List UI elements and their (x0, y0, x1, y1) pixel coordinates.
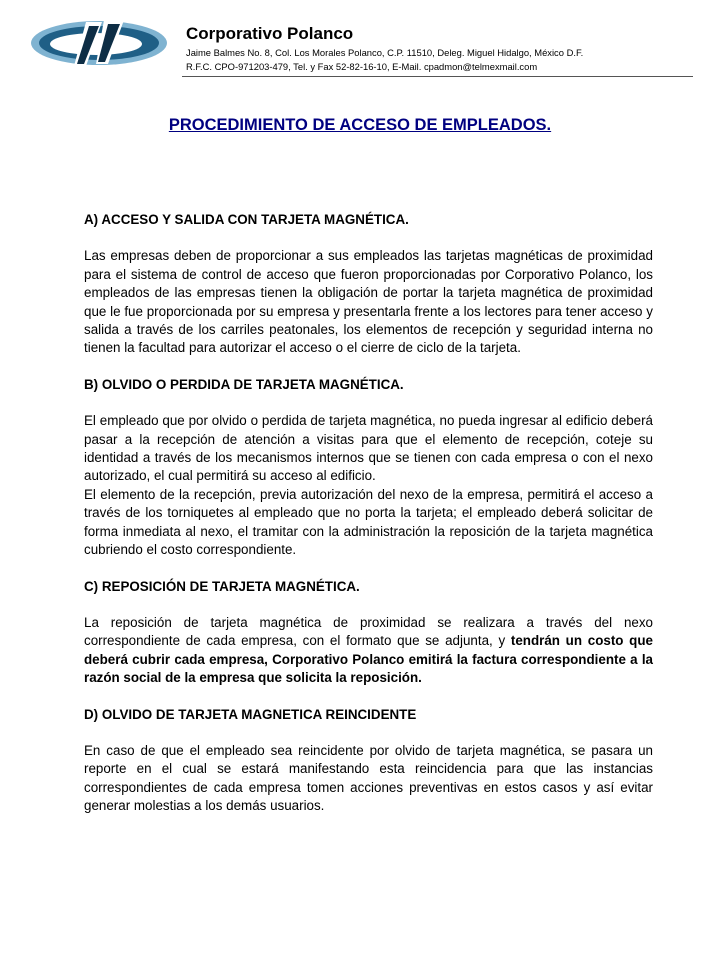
company-name: Corporativo Polanco (186, 24, 354, 43)
section-a-paragraph: Las empresas deben de proporcionar a sus empleados las tarjetas magnéticas de proximidad para el sistema de control de acceso que fueron proporcionadas por Corporativo Polanco, los empleados de las empresas tienen la obligación de portar la tarjeta magnética de proximidad que le fue proporcionada por su empresa y presentarla frente a los lectores para tener acceso y salida a través de los carriles peatonales, los elementos de recepción y seguridad interna no tienen la facultad para autorizar el acceso o el cierre de ciclo de la tarjeta. (84, 248, 653, 356)
section-b-heading: B) OLVIDO O PERDIDA DE TARJETA MAGNÉTICA. (84, 376, 404, 392)
section-b-paragraph: El elemento de la recepción, previa autorización del nexo de la empresa, permitirá el acceso a través de los torniquetes al empleado que no porta la tarjeta; el empleado deberá solicitar de forma inmediata al nexo, el tramitar con la administración la reposición de la tarjeta magnética cubriendo el costo correspondiente. (84, 486, 653, 558)
section-b-paragraph: El empleado que por olvido o perdida de tarjeta magnética, no pueda ingresar al edificio deberá pasar a la recepción de atención a visitas para que el elemento de recepción, coteje su identidad a través de los mecanismos internos que se tienen con cada empresa o con el nexo autorizado, el cual permitirá su acceso al edificio. (84, 413, 653, 484)
section-d-heading: D) OLVIDO DE TARJETA MAGNETICA REINCIDENTE (84, 706, 417, 722)
company-logo (28, 14, 170, 72)
company-contact: R.F.C. CPO-971203-479, Tel. y Fax 52-82-16-10, E-Mail. cpadmon@telmexmail.com (186, 61, 538, 72)
document-body (84, 211, 653, 834)
section-c-paragraph (84, 614, 653, 688)
document-title: PROCEDIMIENTO DE ACCESO DE EMPLEADOS. (168, 116, 552, 134)
company-address: Jaime Balmes No. 8, Col. Los Morales Polanco, C.P. 11510, Deleg. Miguel Hidalgo, México D.F. (186, 47, 584, 58)
section-a-heading: A) ACCESO Y SALIDA CON TARJETA MAGNÉTICA. (84, 212, 409, 227)
section-c-text: La reposición de tarjeta magnética de proximidad se realizara a través del nexo correspondiente de cada empresa, con el formato que se adjunta, y (84, 614, 653, 649)
letterhead-divider (182, 76, 693, 77)
section-c-heading: C) REPOSICIÓN DE TARJETA MAGNÉTICA. (84, 578, 360, 594)
section-d-paragraph: En caso de que el empleado sea reincidente por olvido de tarjeta magnética, se pasara un reporte en el cual se estará manifestando esta reincidencia para que las instancias correspondientes de cada empresa tomen acciones preventivas en estos casos y así evitar generar molestias a los demás usuarios. (84, 742, 653, 814)
section-c-bold-text: tendrán un costo que deberá cubrir cada empresa, Corporativo Polanco emitirá la factura correspondiente a la razón social de la empresa que solicita la reposición. (84, 633, 653, 686)
